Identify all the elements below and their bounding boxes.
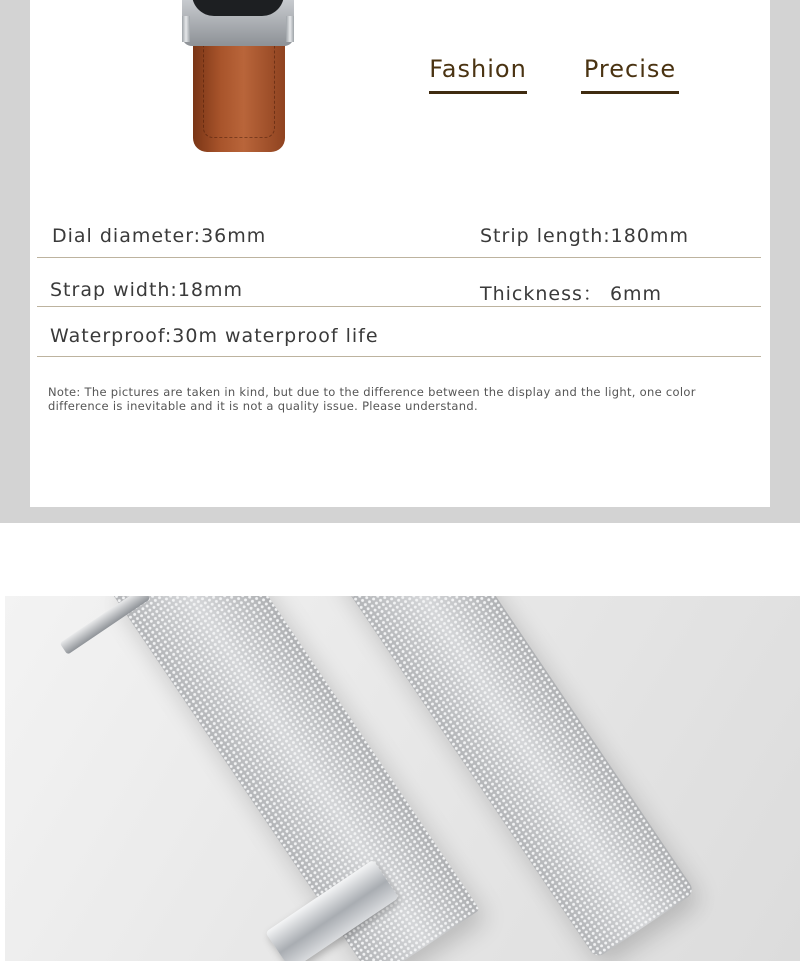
feature-tag-precise: Precise: [581, 54, 679, 94]
spec-divider: [37, 306, 761, 307]
spec-waterproof: Waterproof:30m waterproof life: [50, 325, 379, 347]
spec-card: [30, 0, 770, 507]
spec-divider: [37, 356, 761, 357]
feature-tag-fashion: Fashion: [429, 54, 527, 94]
watch-case: [182, 0, 294, 46]
spec-strip-length: Strip length:180mm: [480, 225, 689, 247]
disclaimer-note: Note: The pictures are taken in kind, but due to the difference between the display and the light, one color difference is inevitable and it is not a quality issue. Please understand.: [48, 385, 696, 413]
spec-strap-width: Strap width:18mm: [50, 279, 244, 301]
mesh-strap-photo: [5, 596, 800, 961]
spec-dial-diameter: Dial diameter:36mm: [52, 225, 267, 247]
spec-thickness: Thickness： 6mm: [480, 283, 663, 305]
watch-lug-right: [286, 16, 294, 42]
spec-divider: [37, 257, 761, 258]
watch-dial: [192, 0, 284, 16]
watch-lug-left: [182, 16, 190, 42]
